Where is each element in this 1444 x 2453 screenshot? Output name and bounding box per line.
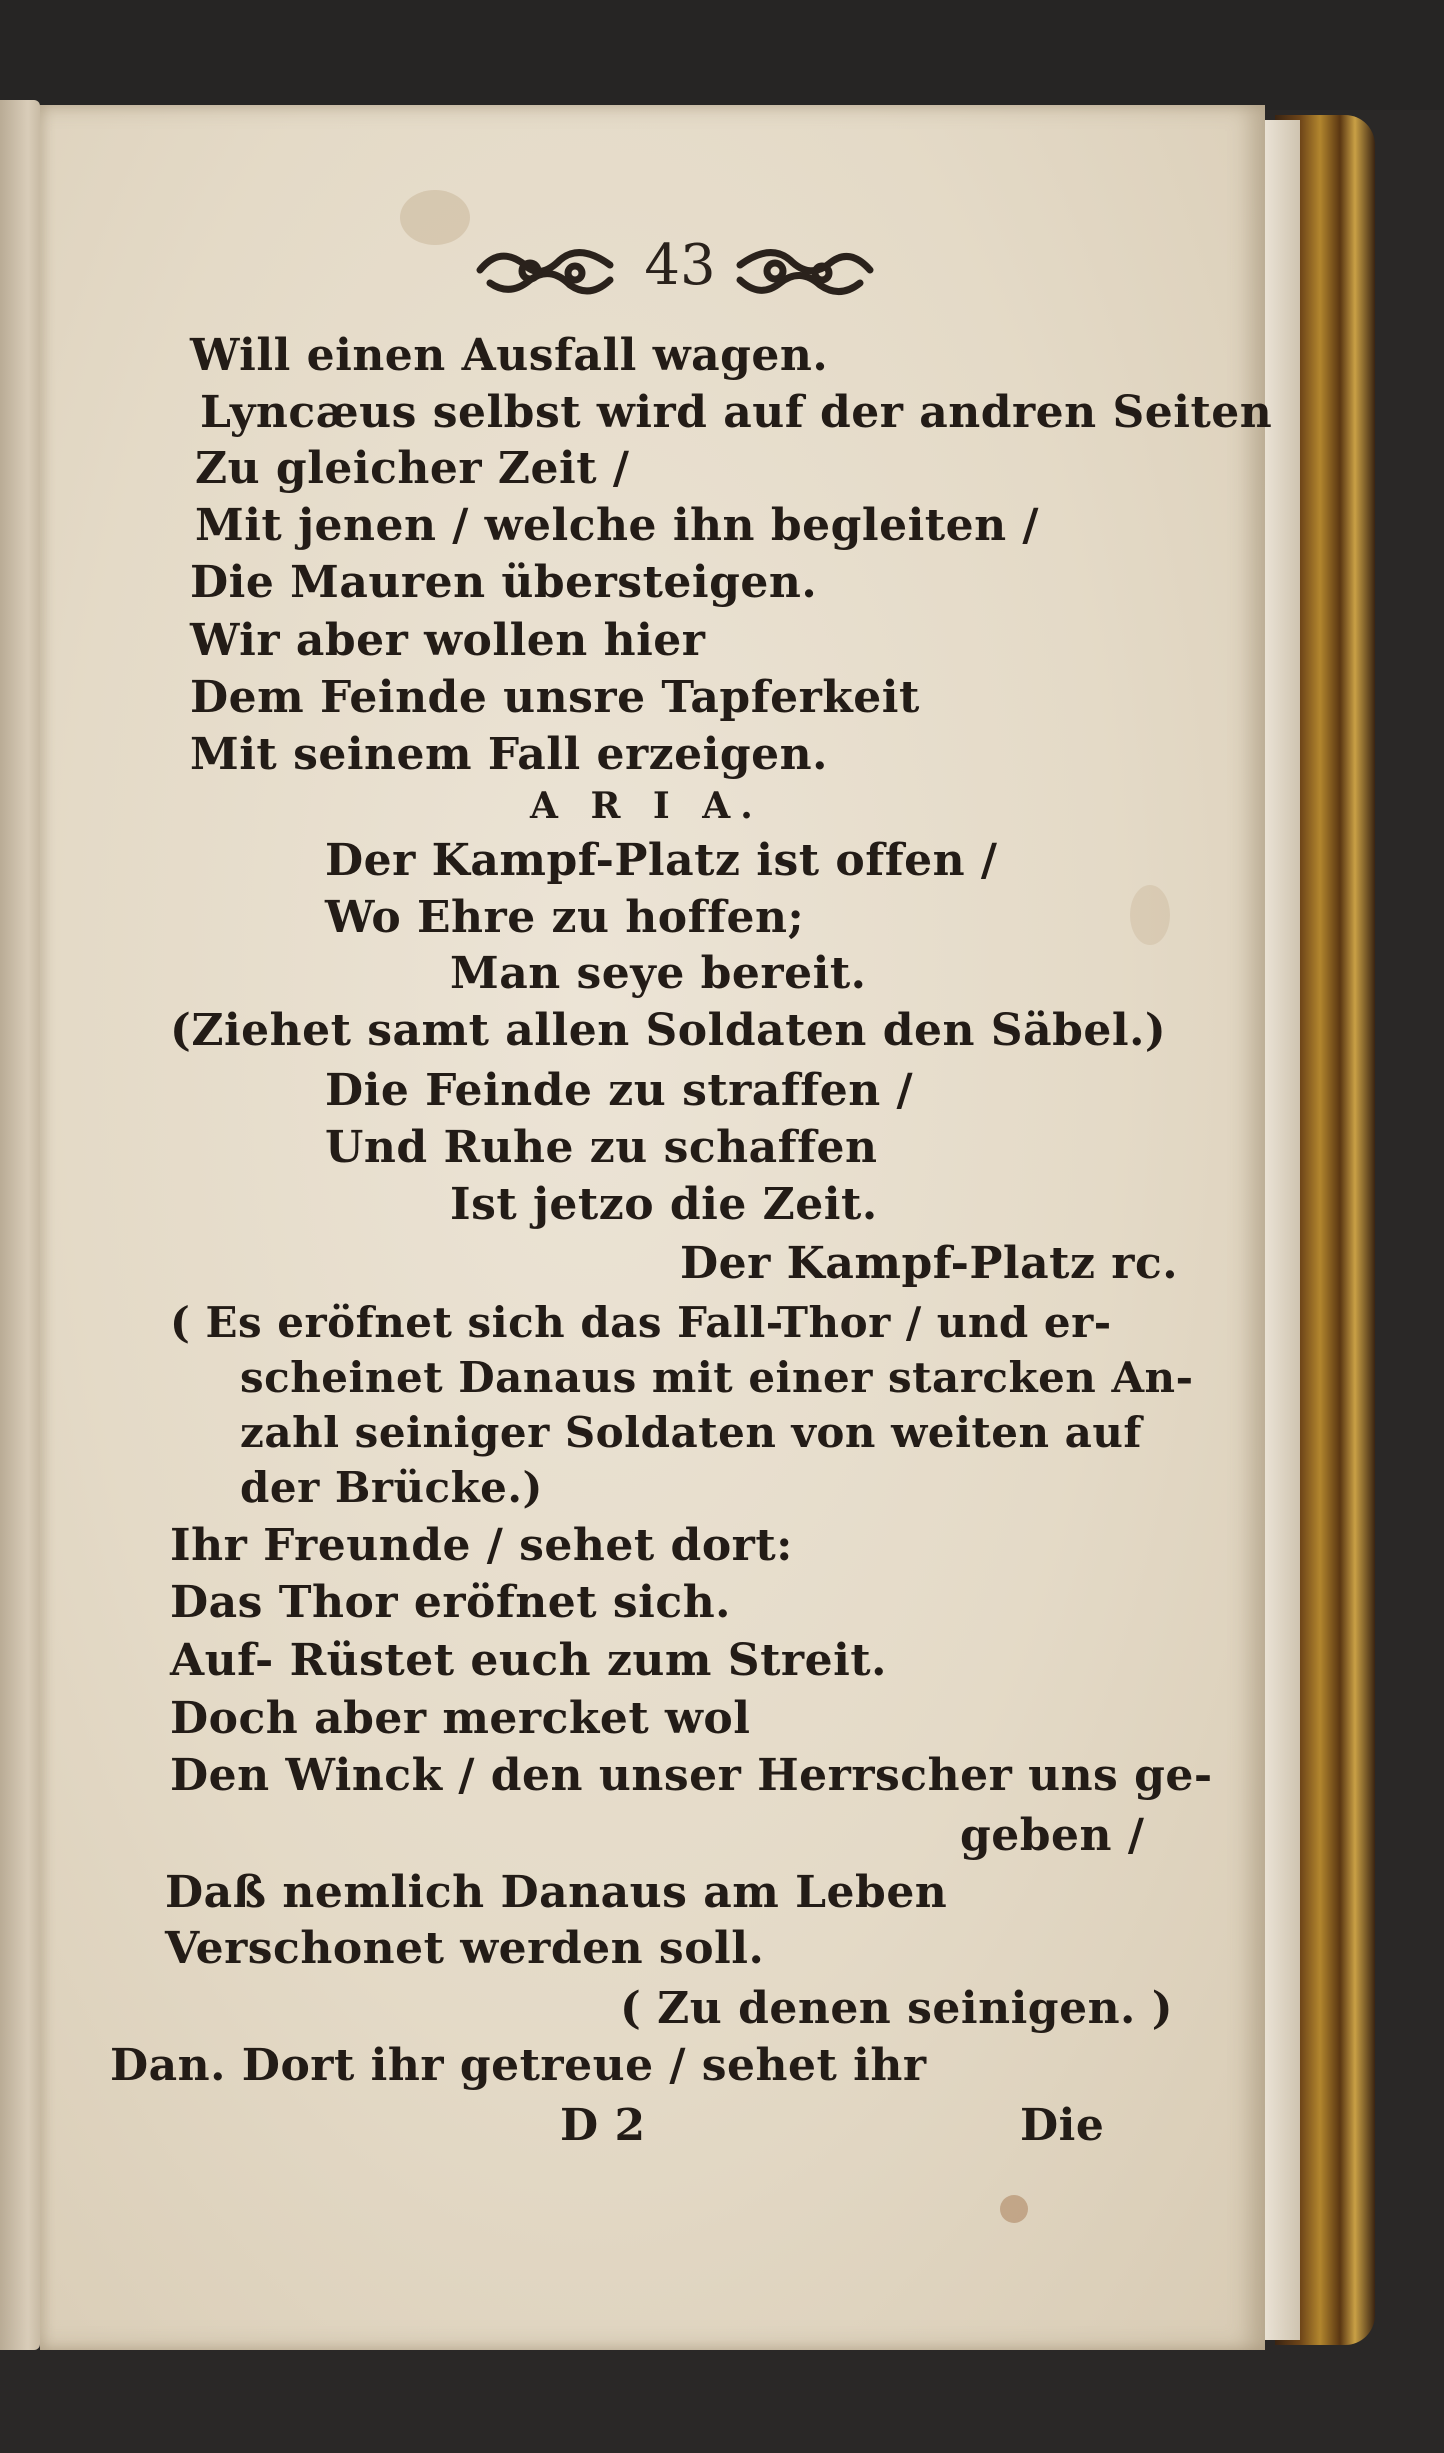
text-line: Lyncæus selbst wird auf der andren Seiten [200, 387, 1273, 438]
catchword: Die [1020, 2100, 1105, 2151]
text-line: Mit jenen / welche ihn begleiten / [195, 500, 1039, 551]
text-line: Die Mauren übersteigen. [190, 557, 818, 608]
text-line: Ist jetzo die Zeit. [450, 1179, 878, 1230]
text-line: Die Feinde zu straffen / [325, 1065, 914, 1116]
text-line: Wo Ehre zu hoffen; [325, 892, 805, 943]
text-line: Doch aber mercket wol [170, 1693, 751, 1744]
text-line: Der Kampf-Platz rc. [680, 1238, 1179, 1289]
page-header [40, 225, 1265, 315]
stage-direction: ( Zu denen seinigen. ) [620, 1983, 1174, 2034]
text-line: Zu gleicher Zeit / [195, 443, 630, 494]
signature-mark: D 2 [560, 2100, 646, 2151]
stage-direction: zahl seiniger Soldaten von weiten auf [240, 1408, 1142, 1457]
text-line: Auf- Rüstet euch zum Streit. [170, 1635, 887, 1686]
text-line: Daß nemlich Danaus am Leben [165, 1867, 948, 1918]
stage-direction: ( Es eröfnet sich das Fall-Thor / und er- [170, 1298, 1112, 1347]
ornament-left-icon [470, 235, 620, 305]
text-line: Will einen Ausfall wagen. [190, 330, 829, 381]
text-line: Mit seinem Fall erzeigen. [190, 729, 828, 780]
aria-heading: A R I A. [530, 785, 763, 827]
text-line: Dem Feinde unsre Tapferkeit [190, 672, 920, 723]
text-line: Wir aber wollen hier [190, 615, 706, 666]
speaker-line: Dan. Dort ihr getreue / sehet ihr [110, 2040, 927, 2091]
paper-stain [1130, 885, 1170, 945]
facing-page-edge [0, 100, 40, 2350]
backdrop [0, 0, 1444, 110]
stage-direction: (Ziehet samt allen Soldaten den Säbel.) [170, 1005, 1167, 1056]
text-line: Man seye bereit. [450, 948, 867, 999]
stage-direction: scheinet Danaus mit einer starcken An- [240, 1353, 1194, 1402]
text-line: Ihr Freunde / sehet dort: [170, 1520, 793, 1571]
ornament-right-icon [730, 235, 880, 305]
text-line: Der Kampf-Platz ist offen / [325, 835, 998, 886]
text-line: Das Thor eröfnet sich. [170, 1577, 731, 1628]
text-line: Den Winck / den unser Herrscher uns ge- [170, 1750, 1213, 1801]
text-line: Und Ruhe zu schaffen [325, 1122, 878, 1173]
text-line: geben / [960, 1810, 1145, 1861]
stage-direction: der Brücke.) [240, 1463, 543, 1512]
book-page [40, 105, 1273, 2350]
page-number: 43 [644, 233, 716, 298]
paper-stain [1000, 2195, 1028, 2223]
text-line: Verschonet werden soll. [165, 1923, 765, 1974]
